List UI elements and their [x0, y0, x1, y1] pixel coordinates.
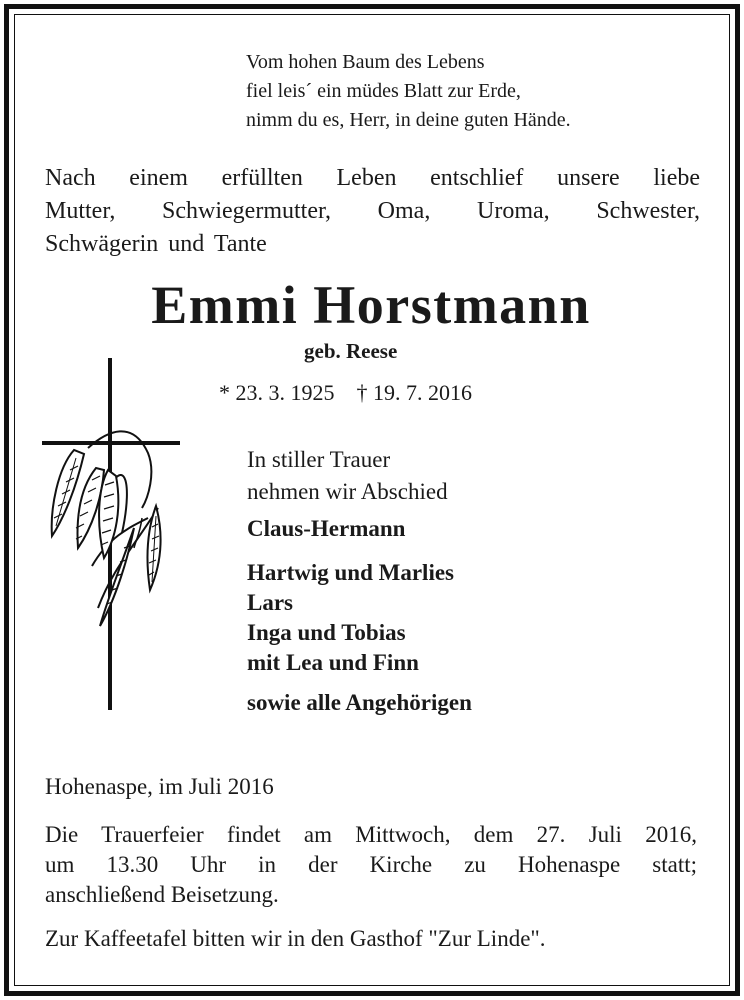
poem-line: fiel leis´ ein müdes Blatt zur Erde, [246, 80, 521, 102]
intro-line: Mutter, Schwiegermutter, Oma, Uroma, Schwester, [45, 198, 700, 224]
deceased-name: Emmi Horstmann [151, 275, 591, 335]
place-and-date: Hohenaspe, im Juli 2016 [45, 774, 274, 799]
mourning-line: nehmen wir Abschied [247, 479, 448, 504]
coffee-note: Zur Kaffeetafel bitten wir in den Gasthof "Zur Linde". [45, 926, 546, 951]
funeral-line: um 13.30 Uhr in der Kirche zu Hohenaspe statt; [45, 852, 697, 877]
intro-paragraph [45, 162, 700, 261]
funeral-line: Die Trauerfeier findet am Mittwoch, dem 27. Juli 2016, [45, 822, 697, 847]
poem-line: nimm du es, Herr, in deine guten Hände. [246, 109, 571, 131]
life-dates [219, 380, 472, 406]
cross-with-wheat-icon [38, 358, 188, 714]
family-member: Hartwig und Marlies [247, 560, 454, 585]
family-member: Inga und Tobias [247, 620, 406, 645]
birth-name: geb. Reese [304, 339, 398, 363]
family-member: mit Lea und Finn [247, 650, 419, 675]
family-member: Lars [247, 590, 293, 615]
death-date: † 19. 7. 2016 [356, 380, 472, 405]
family-member: Claus-Hermann [247, 516, 406, 541]
poem-line: Vom hohen Baum des Lebens [246, 51, 485, 73]
mourning-phrase [247, 444, 448, 508]
intro-line: Schwägerin und Tante [45, 231, 267, 257]
mourning-line: In stiller Trauer [247, 447, 391, 472]
funeral-line: anschließend Beisetzung. [45, 882, 279, 907]
intro-line: Nach einem erfüllten Leben entschlief unsere liebe [45, 165, 700, 191]
poem-verse [246, 48, 571, 135]
birth-date: * 23. 3. 1925 [219, 380, 335, 405]
family-member: sowie alle Angehörigen [247, 690, 472, 715]
funeral-details [45, 820, 697, 910]
